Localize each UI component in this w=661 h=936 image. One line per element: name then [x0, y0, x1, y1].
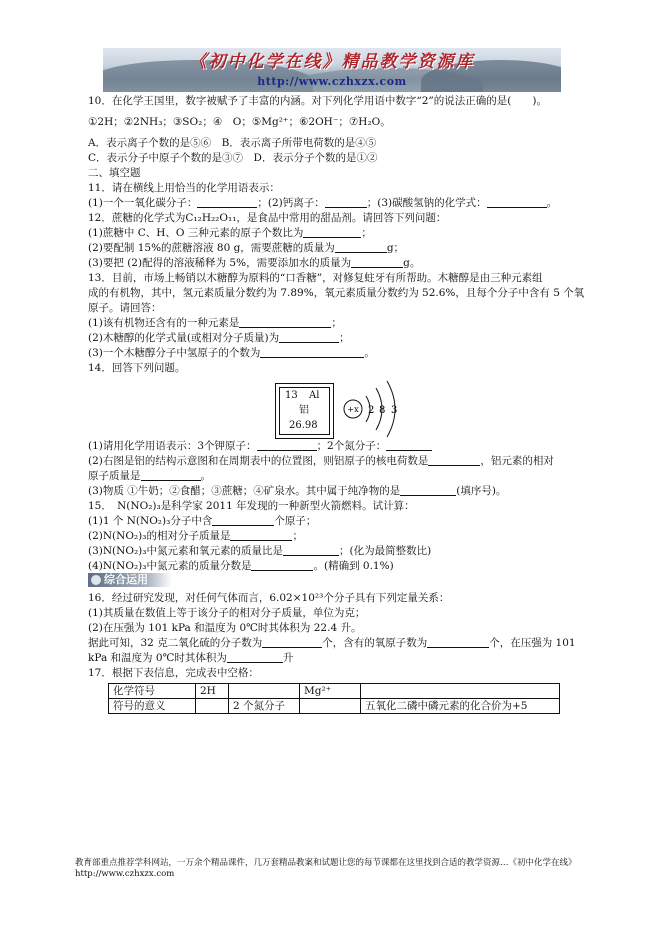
- section-bullet-icon: [91, 575, 101, 585]
- question-10: 10．在化学王国里，数字被赋予了丰富的内涵。对下列化学用语中数字“2”的说法正确的是( )。: [88, 95, 547, 107]
- q14-part2-mid: ，铝元素的相对: [480, 455, 554, 467]
- q11-part2-text: ；(2)钙离子：: [257, 197, 325, 209]
- q12-part3-text: (3)要把 (2)配得的溶液稀释为 5%，需要添加水的质量为: [88, 257, 352, 269]
- q16-part4-text: kPa 和温度为 0℃时其体积为: [88, 652, 227, 664]
- q15-part2-end: ；: [292, 530, 303, 542]
- answer-blank[interactable]: [351, 257, 403, 268]
- question-16-part2: (2)在压强为 101 kPa 和温度为 0℃时其体积为 22.4 升。: [88, 622, 362, 634]
- banner-title: 《初中化学在线》精品教学资源库: [189, 52, 475, 72]
- question-15-part2: [88, 530, 303, 542]
- answer-blank[interactable]: [212, 515, 274, 526]
- q15-part2-text: (2)N(NO₂)₃的相对分子质量是: [88, 530, 231, 542]
- answer-blank[interactable]: [260, 347, 364, 358]
- q14-part1-mid: ；2个氮分子：: [316, 440, 387, 452]
- question-13-line3: 原子。请回答：: [88, 302, 162, 314]
- atom-svg: [340, 378, 410, 440]
- q11-end: 。: [546, 197, 558, 209]
- question-15-part3: [88, 545, 431, 557]
- header-banner: [103, 48, 561, 92]
- table-cell: 2H: [196, 684, 229, 699]
- table-cell-blank[interactable]: [229, 684, 300, 699]
- q14-part2-text: (2)右图是铝的结构示意图和在周期表中的位置图，则铝原子的核电荷数是: [88, 455, 429, 467]
- question-14-part2: [88, 455, 554, 467]
- answer-blank[interactable]: [279, 332, 339, 343]
- q14-part3-text: (3)物质 ①牛奶；②食醋；③蔗糖；④矿泉水。其中属于纯净物的是: [88, 485, 401, 497]
- q11-part3-text: ；(3)碳酸氢钠的化学式：: [366, 197, 487, 209]
- atomic-structure-diagram: [340, 378, 410, 440]
- q13-part2-text: (2)木糖醇的化学式量(或相对分子质量)为: [88, 332, 280, 344]
- table-cell-blank[interactable]: [300, 699, 361, 714]
- q13-part1-end: ；: [331, 317, 342, 329]
- table-header-cell: 符号的意义: [109, 699, 196, 714]
- question-17: 17．根据下表信息，完成表中空格：: [88, 667, 259, 679]
- question-17-table: [108, 683, 560, 714]
- atomic-number: 13: [285, 390, 298, 401]
- answer-blank[interactable]: [283, 545, 339, 556]
- q15-part3-end: ；(化为最简整数比): [338, 545, 432, 557]
- answer-blank[interactable]: [257, 440, 317, 451]
- question-14-part3: [88, 485, 506, 497]
- question-14-part2-cont: [88, 470, 211, 482]
- answer-blank[interactable]: [262, 637, 322, 648]
- table-cell-blank[interactable]: [196, 699, 229, 714]
- question-15: 15． N(NO₂)₃是科学家 2011 年发现的一种新型火箭燃料。试计算：: [88, 500, 415, 512]
- question-16-part1: (1)其质量在数值上等于该分子的相对分子质量，单位为克；: [88, 607, 366, 619]
- answer-blank[interactable]: [230, 530, 292, 541]
- question-10-options-ab: A．表示离子个数的是⑤⑥ B．表示离子所带电荷数的是④⑤: [88, 137, 377, 149]
- q11-part1-text: (1)一个一氧化碳分子：: [88, 197, 198, 209]
- question-10-options-cd: C．表示分子中原子个数的是③⑦ D．表示分子个数的是①②: [88, 152, 378, 164]
- question-13-part2: [88, 332, 350, 344]
- q16-part3-mid: 个，含有的氧原子数为: [322, 637, 428, 649]
- q12-part1-end: ；: [361, 227, 372, 239]
- q13-part2-end: ；: [339, 332, 350, 344]
- question-16: 16．经过研究发现，对任何气体而言，6.02×10²³个分子具有下列定量关系：: [88, 592, 450, 604]
- answer-blank[interactable]: [487, 197, 547, 208]
- q16-part4-end: 升: [282, 652, 294, 664]
- answer-blank[interactable]: [428, 455, 480, 466]
- nucleus-charge: +x: [347, 405, 359, 414]
- answer-blank[interactable]: [197, 197, 257, 208]
- atomic-mass: 26.98: [289, 420, 318, 431]
- question-15-part4: [88, 560, 394, 572]
- q15-part3-text: (3)N(NO₂)₃中氮元素和氧元素的质量比是: [88, 545, 283, 557]
- question-15-part1: [88, 515, 316, 527]
- table-cell-blank[interactable]: [361, 684, 560, 699]
- q15-part4-end: 。(精确到 0.1%): [313, 560, 394, 572]
- question-13-line1: 13．目前，市场上畅销以木糖醇为原料的“口香糖”，对修复蛀牙有所帮助。木糖醇是由三种元素组: [88, 272, 543, 284]
- question-13-line2: 成的有机物，其中，氢元素质量分数约为 7.89%，氧元素质量分数约为 52.6%，且每个分子中含有 5 个氧: [88, 287, 585, 299]
- answer-blank[interactable]: [427, 637, 489, 648]
- answer-blank[interactable]: [251, 560, 313, 571]
- question-11: 11．请在横线上用恰当的化学用语表示：: [88, 182, 280, 194]
- question-12: 12．蔗糖的化学式为C₁₂H₂₂O₁₁，是食品中常用的甜品剂。请回答下列问题：: [88, 212, 447, 224]
- question-16-part3: [88, 637, 576, 649]
- q15-part4-text: (4)N(NO₂)₃中氮元素的质量分数是: [88, 560, 252, 572]
- question-16-part4: [88, 652, 293, 664]
- question-14: 14．回答下列问题。: [88, 362, 186, 374]
- answer-blank[interactable]: [386, 440, 432, 451]
- question-11-parts: [88, 197, 557, 209]
- q13-part3-text: (3)一个木糖醇分子中氢原子的个数为: [88, 347, 261, 359]
- table-cell: Mg²⁺: [300, 684, 361, 699]
- q13-part1-text: (1)该有机物还含有的一种元素是: [88, 317, 240, 329]
- table-header-cell: 化学符号: [109, 684, 196, 699]
- q16-part3-end: 个，在压强为 101: [489, 637, 576, 649]
- answer-blank[interactable]: [239, 317, 331, 328]
- q13-part3-end: 。: [364, 347, 375, 359]
- question-12-part3: [88, 257, 420, 269]
- question-10-items: ①2H；②2NH₃；③SO₂；④ O；⑤Mg²⁺；⑥2OH⁻；⑦H₂O。: [88, 116, 391, 128]
- shell-electrons: 2: [368, 405, 375, 416]
- shell-electrons: 8: [379, 405, 386, 416]
- question-12-part2: [88, 242, 404, 254]
- q16-part3-text: 据此可知，32 克二氧化硫的分子数为: [88, 637, 263, 649]
- q15-part1-text: (1)1 个 N(NO₂)₃分子中含: [88, 515, 213, 527]
- q12-part2-text: (2)要配制 15%的蔗糖溶液 80 g，需要蔗糖的质量为: [88, 242, 335, 254]
- page-footer: 教育部重点推荐学科网站，一万余个精品课件，几万套精品教案和试题让您的每节课都在这里找到合适的教学资源…《初中化学在线》http://www.czhxzx.com: [75, 858, 577, 880]
- table-cell: 五氧化二磷中磷元素的化合价为+5: [361, 699, 560, 714]
- periodic-table-cell: [275, 383, 334, 439]
- question-13-part1: [88, 317, 342, 329]
- question-12-part1: [88, 227, 372, 239]
- q14-part2-cont-text: 原子质量是: [88, 470, 141, 482]
- section-heading-comprehensive: [88, 573, 172, 587]
- answer-blank[interactable]: [400, 485, 456, 496]
- shell-electrons: 3: [391, 405, 398, 416]
- q14-part1-text: (1)请用化学用语表示：3个钾原子：: [88, 440, 257, 452]
- element-name: 铝: [299, 405, 309, 416]
- answer-blank[interactable]: [335, 242, 387, 253]
- question-14-part1: [88, 440, 432, 452]
- question-13-part3: [88, 347, 375, 359]
- q12-part1-text: (1)蔗糖中 C、H、O 三种元素的原子个数比为: [88, 227, 304, 239]
- q14-part3-end: (填序号)。: [456, 485, 507, 497]
- answer-blank[interactable]: [325, 197, 367, 208]
- table-cell: 2 个氮分子: [229, 699, 300, 714]
- section-heading-fill-blank: 二、填空题: [88, 167, 141, 179]
- answer-blank[interactable]: [141, 470, 201, 481]
- table-row: [109, 684, 560, 699]
- q12-part3-end: g。: [403, 257, 421, 269]
- section-heading-text: 综合运用: [104, 573, 148, 586]
- element-symbol: Al: [309, 390, 320, 401]
- q14-part2-end: 。: [200, 470, 211, 482]
- banner-url[interactable]: http://www.czhxzx.com: [257, 75, 407, 88]
- q12-part2-end: g；: [386, 242, 405, 254]
- q15-part1-end: 个原子；: [274, 515, 317, 527]
- table-row: [109, 699, 560, 714]
- answer-blank[interactable]: [227, 652, 283, 663]
- answer-blank[interactable]: [303, 227, 361, 238]
